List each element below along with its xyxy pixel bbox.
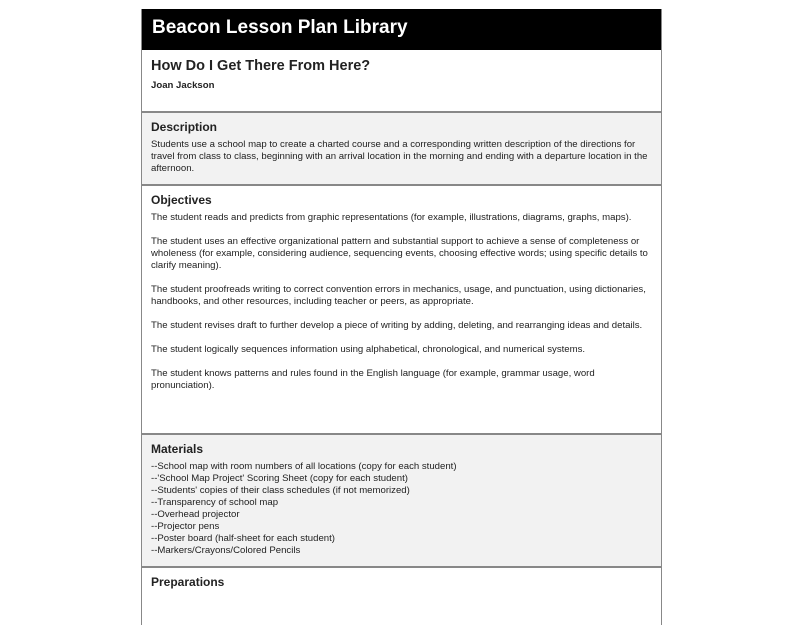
material-item: --Poster board (half-sheet for each student) <box>151 533 335 544</box>
materials-heading: Materials <box>151 442 204 456</box>
objective-item: The student logically sequences information using alphabetical, chronological, and numerical systems. <box>151 344 586 355</box>
objective-item: The student uses an effective organizational pattern and substantial support to achieve a sense of completeness or wholeness (for example, considering audience, sequencing events, choosing effective words; using specific details to clarify meaning). <box>151 236 648 271</box>
site-header <box>142 9 661 50</box>
description-section <box>142 111 661 184</box>
lesson-title-section <box>142 50 661 111</box>
description-text: Students use a school map to create a charted course and a corresponding written description of the directions for travel from class to class, beginning with an arrival location in the morning and ending with a departure location in the afternoon. <box>151 139 648 174</box>
objective-item: The student revises draft to further develop a piece of writing by adding, deleting, and rearranging ideas and details. <box>151 320 643 331</box>
material-item: --Projector pens <box>151 521 220 532</box>
site-title[interactable]: Beacon Lesson Plan Library <box>152 17 408 38</box>
material-item: --Markers/Crayons/Colored Pencils <box>151 545 301 556</box>
description-heading: Description <box>151 120 218 134</box>
objectives-section <box>142 184 661 433</box>
materials-section <box>142 433 661 566</box>
objectives-heading: Objectives <box>151 193 212 207</box>
lesson-title: How Do I Get There From Here? <box>151 58 371 74</box>
material-item: --School map with room numbers of all locations (copy for each student) <box>151 461 457 472</box>
lesson-plan-page <box>141 9 662 625</box>
objective-item: The student proofreads writing to correct convention errors in mechanics, usage, and punctuation, using dictionaries, handbooks, and other resources, including teacher or peers, as appropriate. <box>151 284 646 307</box>
preparations-heading: Preparations <box>151 575 225 589</box>
objective-item: The student reads and predicts from graphic representations (for example, illustrations, diagrams, graphs, maps). <box>151 212 632 223</box>
material-item: --Students' copies of their class schedules (if not memorized) <box>151 485 410 496</box>
lesson-author: Joan Jackson <box>151 80 215 91</box>
material-item: --Transparency of school map <box>151 497 279 508</box>
material-item: --Overhead projector <box>151 509 240 520</box>
preparations-section <box>142 566 661 625</box>
material-item: --'School Map Project' Scoring Sheet (copy for each student) <box>151 473 408 484</box>
objective-item: The student knows patterns and rules found in the English language (for example, grammar usage, word pronunciation). <box>151 368 595 391</box>
